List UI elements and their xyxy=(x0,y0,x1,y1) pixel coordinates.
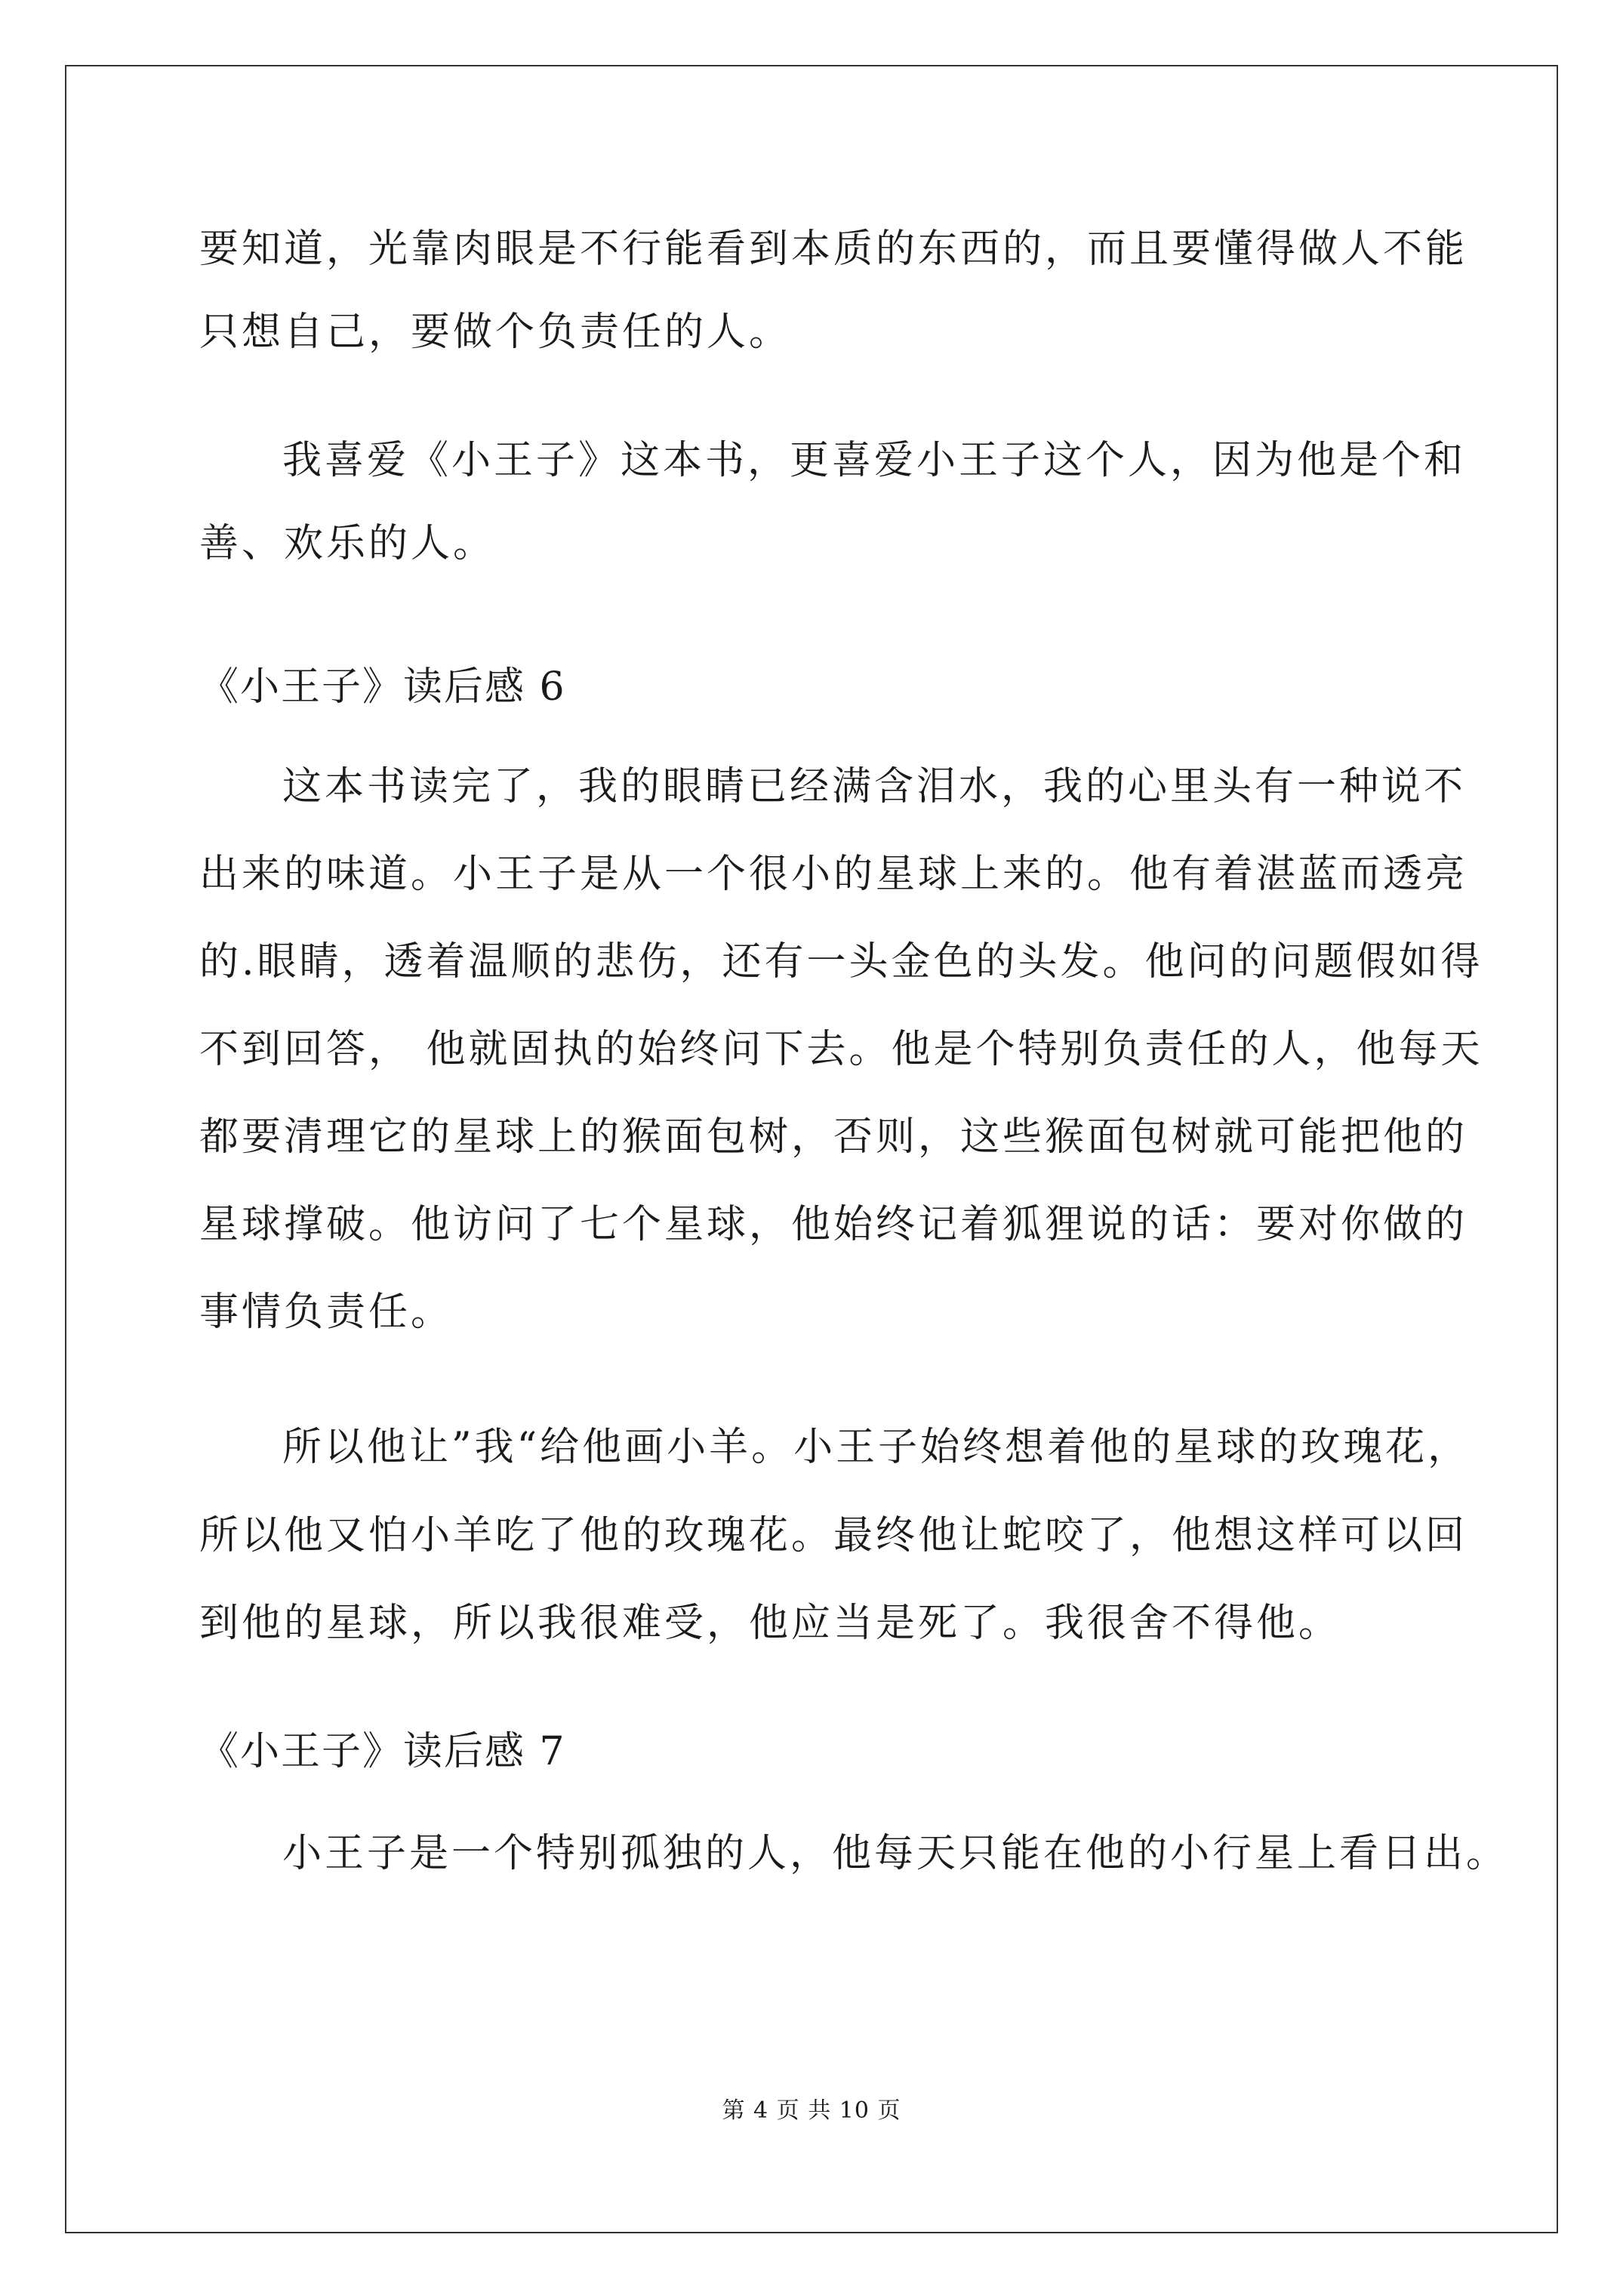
body-line: 到他的星球，所以我很难受，他应当是死了。我很舍不得他。 xyxy=(199,1601,1341,1646)
body-line: 善、欢乐的人。 xyxy=(199,521,496,566)
body-line: 都要清理它的星球上的猴面包树，否则，这些猴面包树就可能把他的 xyxy=(199,1114,1468,1160)
body-line: 要知道，光靠肉眼是不行能看到本质的东西的，而且要懂得做人不能 xyxy=(199,227,1468,272)
body-line: 这本书读完了，我的眼睛已经满含泪水，我的心里头有一种说不 xyxy=(282,764,1467,809)
body-line: 的.眼睛，透着温顺的悲伤，还有一头金色的头发。他问的问题假如得 xyxy=(199,939,1483,985)
body-line: 事情负责任。 xyxy=(199,1290,454,1335)
body-line: 所以他让”我“给他画小羊。小王子始终想着他的星球的玫瑰花， xyxy=(282,1425,1471,1470)
body-line: 星球撑破。他访问了七个星球，他始终记着狐狸说的话：要对你做的 xyxy=(199,1202,1468,1247)
section-heading: 《小王子》读后感 7 xyxy=(199,1729,566,1774)
body-line: 我喜爱《小王子》这本书，更喜爱小王子这个人，因为他是个和 xyxy=(282,438,1467,483)
body-line: 所以他又怕小羊吃了他的玫瑰花。最终他让蛇咬了，他想这样可以回 xyxy=(199,1513,1468,1558)
body-line: 小王子是一个特别孤独的人，他每天只能在他的小行星上看日出。 xyxy=(282,1831,1509,1876)
body-line: 只想自己，要做个负责任的人。 xyxy=(199,310,792,355)
body-line: 出来的味道。小王子是从一个很小的星球上来的。他有着湛蓝而透亮 xyxy=(199,852,1468,897)
section-heading: 《小王子》读后感 6 xyxy=(199,664,566,710)
body-line: 不到回答， 他就固执的始终问下去。他是个特别负责任的人，他每天 xyxy=(199,1027,1483,1072)
page-number-footer: 第 4 页 共 10 页 xyxy=(722,2097,901,2124)
